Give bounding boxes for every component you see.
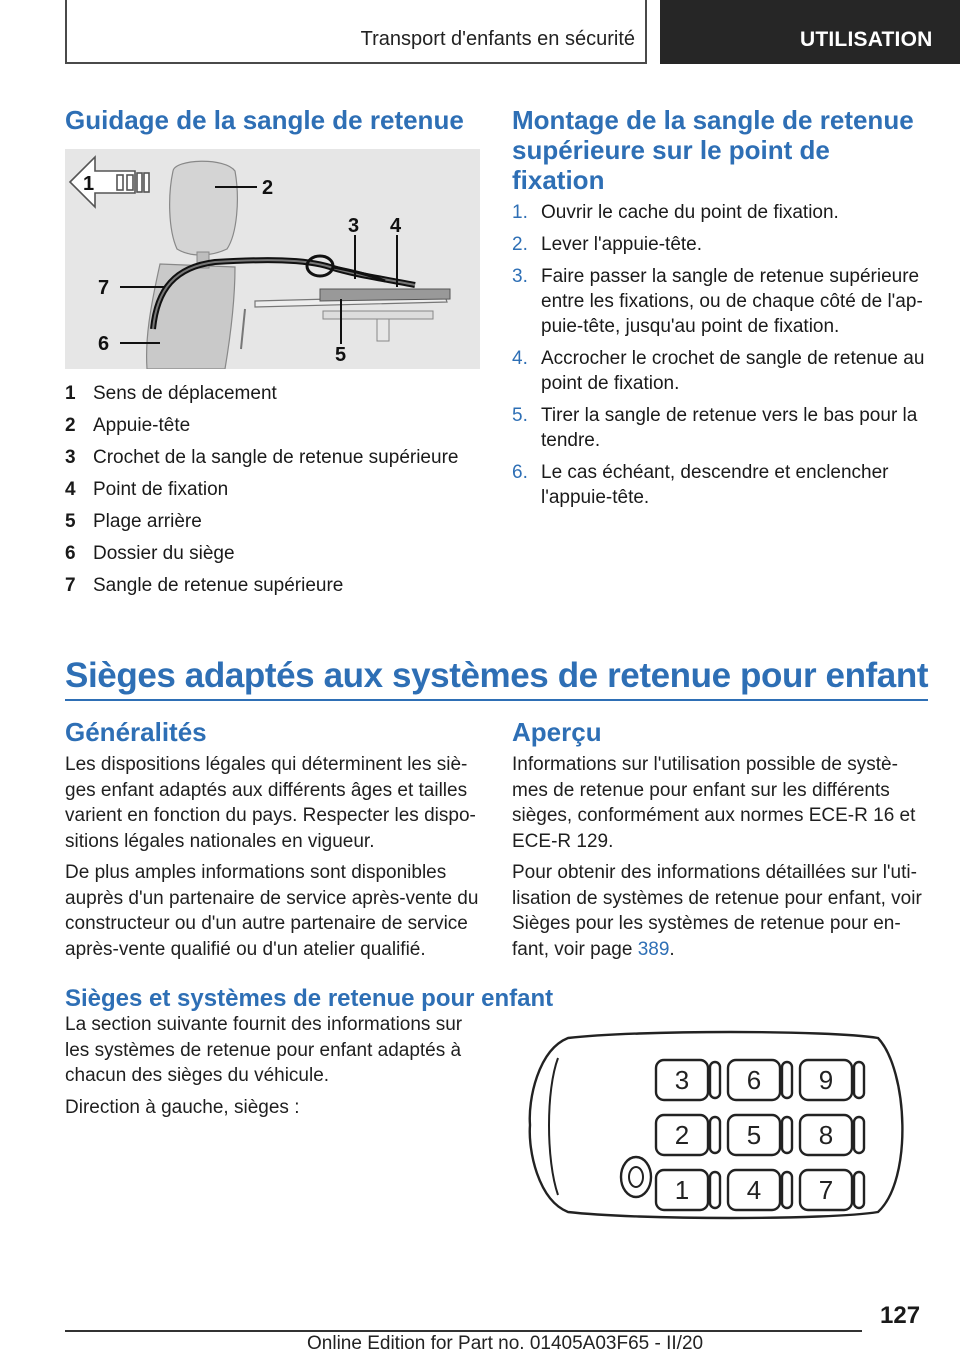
- section-title-rule: [65, 699, 928, 701]
- step-item: 1. Ouvrir le cache du point de fixation.: [512, 202, 839, 223]
- svg-text:5: 5: [335, 344, 347, 366]
- seat-number: 8: [818, 1120, 834, 1150]
- generalites-title: Généralités: [65, 717, 207, 747]
- seat-back: [710, 1062, 720, 1098]
- sieges-systemes-title: Sièges et systèmes de retenue pour enfant: [65, 985, 554, 1012]
- legend-item: 4 Point de fixation: [65, 479, 229, 500]
- paragraph: De plus amples informations sont disponibles auprès d'un partenaire de service après-vente du constructeur ou d'un autre partenaire de service après-vente qualifié ou d'un atelier qualifié.: [65, 862, 479, 960]
- paragraph: Direction à gauche, sièges :: [65, 1096, 300, 1118]
- montage-title: Montage de la sangle de retenue supérieure sur le point de fixation: [512, 105, 914, 195]
- seat-back: [782, 1117, 792, 1153]
- seat-number: 2: [674, 1120, 690, 1150]
- step-item: 3. Faire passer la sangle de retenue supérieure entre les fixations, ou de chaque côté de l'appuie-tête, jusqu'au point de fixation.: [512, 266, 923, 337]
- footer-edition: Online Edition for Part no. 01405A03F65 - II/20: [307, 1333, 704, 1354]
- sieges-systemes-text: [65, 1012, 485, 1126]
- section-title: Sièges adaptés aux systèmes de retenue pour enfant: [65, 656, 929, 695]
- header-section-title: Transport d'enfants en sécurité: [360, 28, 635, 50]
- seat-back: [854, 1172, 864, 1208]
- seat-number: 1: [674, 1175, 690, 1205]
- legend-list: [65, 381, 458, 605]
- step-item: 5. Tirer la sangle de retenue vers le bas pour la tendre.: [512, 405, 918, 451]
- seat-number: 9: [818, 1065, 834, 1095]
- seat-back: [854, 1062, 864, 1098]
- legend-item: 3 Crochet de la sangle de retenue supérieure: [65, 447, 459, 468]
- seat-back: [710, 1172, 720, 1208]
- seat-number: 5: [746, 1120, 762, 1150]
- apercu-text: [512, 752, 932, 968]
- seat-number: 4: [746, 1175, 762, 1205]
- paragraph: Pour obtenir des informations détaillées sur l'uti‐ lisation de systèmes de retenue pour enfant, voir Sièges pour les systèmes de retenue pour en‐ fant, voir page 389.: [512, 862, 922, 960]
- seat-back: [854, 1117, 864, 1153]
- svg-text:7: 7: [98, 277, 110, 299]
- seat-layout-svg: [528, 1030, 920, 1220]
- page-number: 127: [880, 1302, 921, 1329]
- step-item: 6. Le cas échéant, descendre et enclencher l'appuie-tête.: [512, 462, 889, 508]
- montage-steps: [512, 200, 932, 517]
- seat-layout-diagram: [528, 1030, 920, 1220]
- svg-text:1: 1: [83, 173, 95, 195]
- svg-text:6: 6: [98, 333, 110, 355]
- seat-number: 6: [746, 1065, 762, 1095]
- generalites-text: [65, 752, 485, 968]
- apercu-title: Aperçu: [512, 717, 602, 747]
- svg-text:2: 2: [262, 177, 274, 199]
- header-box: [65, 0, 647, 64]
- legend-item: 1 Sens de déplacement: [65, 383, 277, 404]
- guidage-title: Guidage de la sangle de retenue: [65, 105, 464, 135]
- seat-number: 3: [674, 1065, 690, 1095]
- paragraph: La section suivante fournit des informations sur les systèmes de retenue pour enfant adaptés à chacun des sièges du véhicule.: [65, 1014, 463, 1086]
- svg-text:3: 3: [348, 215, 360, 237]
- seat-back: [710, 1117, 720, 1153]
- strap-routing-illustration: [65, 149, 480, 369]
- legend-item: 5 Plage arrière: [65, 511, 202, 532]
- step-item: 2. Lever l'appuie-tête.: [512, 234, 703, 255]
- footer-rule: [65, 1330, 862, 1332]
- strap-routing-svg: [65, 149, 480, 369]
- legend-item: 2 Appuie-tête: [65, 415, 191, 436]
- svg-text:4: 4: [390, 215, 402, 237]
- seat-back: [782, 1172, 792, 1208]
- seat-number: 7: [818, 1175, 834, 1205]
- paragraph: Informations sur l'utilisation possible de systè‐ mes de retenue pour enfant sur les différents sièges, conformément aux normes ECE-R 16 et ECE-R 129.: [512, 754, 916, 852]
- page-link[interactable]: 389: [637, 938, 670, 960]
- header-tab: [660, 0, 960, 64]
- legend-item: 6 Dossier du siège: [65, 543, 235, 564]
- seat-back: [782, 1062, 792, 1098]
- step-item: 4. Accrocher le crochet de sangle de retenue au point de fixation.: [512, 348, 925, 394]
- paragraph: Les dispositions légales qui déterminent les siè‐ ges enfant adaptés aux différents âges et tailles varient en fonction du pays. Respecter les dispo‐ sitions légales nationales en vigueur.: [65, 754, 476, 852]
- legend-item: 7 Sangle de retenue supérieure: [65, 575, 344, 596]
- header-tab-label: UTILISATION: [800, 28, 933, 51]
